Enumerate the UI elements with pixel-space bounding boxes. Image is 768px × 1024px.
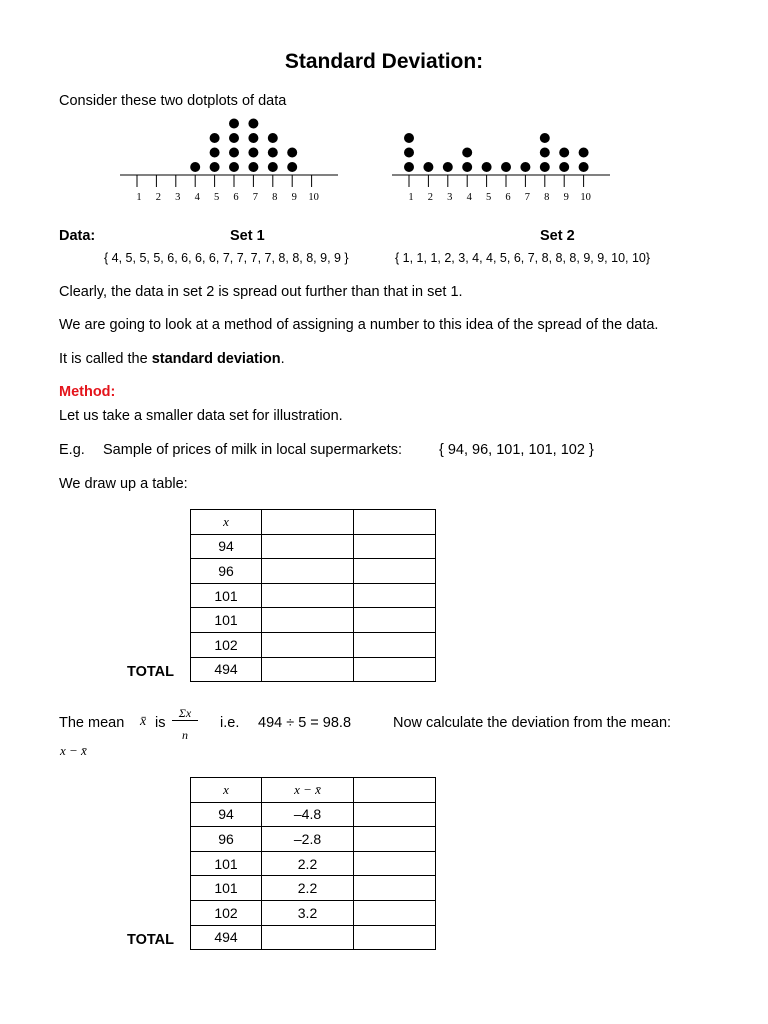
deviation-text: Now calculate the deviation from the mean:: [393, 715, 672, 731]
method-heading: Method:: [59, 384, 116, 400]
tick-label: 4: [194, 192, 200, 203]
dot: [559, 148, 569, 158]
dot: [540, 148, 550, 158]
table-cell: [262, 510, 354, 535]
table-cell: [262, 608, 354, 633]
table2-total-label: TOTAL: [127, 932, 174, 948]
dot: [210, 133, 220, 143]
table-cell: 101: [191, 608, 262, 633]
table-total-row: [191, 925, 436, 950]
set2-label: Set 2: [540, 228, 575, 244]
mean-ie: i.e.: [220, 715, 240, 731]
dot: [404, 133, 414, 143]
table-cell: [354, 900, 436, 925]
table-row: [191, 534, 436, 559]
table-cell: [354, 802, 436, 827]
table-cell: 96: [191, 559, 262, 584]
dot: [579, 162, 589, 172]
dot: [229, 162, 239, 172]
dot: [229, 119, 239, 129]
table-cell: [354, 657, 436, 682]
tick-label: 1: [136, 192, 142, 203]
dot: [229, 133, 239, 143]
tick-label: 6: [233, 192, 239, 203]
table-cell: [354, 510, 436, 535]
tick-label: 7: [524, 192, 531, 203]
table-row: [191, 608, 436, 633]
dot: [248, 148, 258, 158]
table-row: [191, 632, 436, 657]
table-cell: –2.8: [262, 827, 354, 852]
table-cell: 494: [191, 925, 262, 950]
table-row: [191, 827, 436, 852]
table-cell: [262, 632, 354, 657]
table-cell: [354, 876, 436, 901]
table-row: [191, 583, 436, 608]
tick-label: 7: [252, 192, 259, 203]
dot: [210, 148, 220, 158]
method-text: Let us take a smaller data set for illustration.: [59, 408, 343, 424]
table-cell: 96: [191, 827, 262, 852]
dotplot-set1: [110, 115, 350, 210]
table-cell: [354, 608, 436, 633]
tick-label: 9: [563, 192, 569, 203]
table-cell: 102: [191, 900, 262, 925]
term-standard-deviation: standard deviation: [151, 351, 281, 367]
paragraph-called: It is called the standard deviation.: [59, 351, 285, 367]
dot: [268, 162, 278, 172]
table-cell: [262, 657, 354, 682]
table-cell: 2.2: [262, 876, 354, 901]
dot: [559, 162, 569, 172]
table-intro: We draw up a table:: [59, 476, 188, 492]
dot: [423, 162, 433, 172]
dotplot-set2: [382, 115, 622, 210]
table-cell: x: [191, 778, 262, 803]
page-title: Standard Deviation:: [284, 50, 484, 73]
dot: [482, 162, 492, 172]
dot: [462, 148, 472, 158]
dot: [520, 162, 530, 172]
table1-total-label: TOTAL: [127, 664, 174, 680]
mean-numerator: Σx: [172, 706, 198, 721]
table-cell: 101: [191, 876, 262, 901]
table-cell: 94: [191, 802, 262, 827]
table-2: [190, 777, 436, 950]
table-row: [191, 802, 436, 827]
tick-label: 8: [544, 192, 550, 203]
paragraph-method-intro: We are going to look at a method of assigning a number to this idea of the spread of the data.: [59, 317, 659, 333]
mean-symbol: x̄: [140, 714, 147, 729]
tick-label: 6: [505, 192, 511, 203]
tick-label: 5: [485, 192, 492, 203]
table-row: [191, 559, 436, 584]
mean-calculation: 494 ÷ 5 = 98.8: [258, 715, 352, 731]
table-cell: [354, 632, 436, 657]
table-cell: x: [191, 510, 262, 535]
table-header-row: [191, 510, 436, 535]
dot: [287, 148, 297, 158]
paragraph-spread: Clearly, the data in set 2 is spread out further than that in set 1.: [59, 284, 463, 300]
dot: [443, 162, 453, 172]
dot: [248, 162, 258, 172]
dot: [404, 148, 414, 158]
table-cell: [262, 534, 354, 559]
tick-label: 3: [175, 192, 181, 203]
table-cell: 3.2: [262, 900, 354, 925]
table-cell: 94: [191, 534, 262, 559]
table-cell: x − x̄: [262, 778, 354, 803]
table-cell: [262, 583, 354, 608]
dot: [210, 162, 220, 172]
table-cell: 494: [191, 657, 262, 682]
tick-label: 8: [272, 192, 278, 203]
dot: [501, 162, 511, 172]
table-row: [191, 851, 436, 876]
tick-label: 9: [291, 192, 297, 203]
dot: [248, 133, 258, 143]
table-cell: [354, 851, 436, 876]
dot: [268, 148, 278, 158]
table-header-row: [191, 778, 436, 803]
table-cell: 2.2: [262, 851, 354, 876]
table-cell: [354, 778, 436, 803]
tick-label: 1: [408, 192, 414, 203]
dot: [540, 162, 550, 172]
dot: [540, 133, 550, 143]
dot: [287, 162, 297, 172]
data-label: Data:: [59, 228, 96, 244]
dot: [579, 148, 589, 158]
table-cell: [354, 925, 436, 950]
dot: [248, 119, 258, 129]
dot: [190, 162, 200, 172]
set1-values: { 4, 5, 5, 5, 6, 6, 6, 6, 7, 7, 7, 7, 8, 8, 8, 9, 9 }: [104, 251, 349, 265]
tick-label: 2: [427, 192, 434, 203]
example-set: { 94, 96, 101, 101, 102 }: [439, 442, 594, 458]
intro-text: Consider these two dotplots of data: [59, 93, 287, 109]
table-cell: [262, 559, 354, 584]
tick-label: 5: [213, 192, 220, 203]
table-cell: –4.8: [262, 802, 354, 827]
table-cell: [354, 534, 436, 559]
example-prefix: E.g.: [59, 442, 85, 458]
dot: [229, 148, 239, 158]
table-cell: 101: [191, 851, 262, 876]
set1-label: Set 1: [230, 228, 265, 244]
tick-label: 10: [580, 192, 591, 203]
table-1: [190, 509, 436, 682]
table-total-row: [191, 657, 436, 682]
table-cell: 102: [191, 632, 262, 657]
dot: [462, 162, 472, 172]
table-row: [191, 876, 436, 901]
table-cell: [354, 827, 436, 852]
table-cell: [262, 925, 354, 950]
table-cell: [354, 583, 436, 608]
mean-denominator: n: [182, 728, 188, 742]
example-text: Sample of prices of milk in local supermarkets:: [103, 442, 402, 458]
tick-label: 4: [466, 192, 472, 203]
table-cell: 101: [191, 583, 262, 608]
table-row: [191, 900, 436, 925]
set2-values: { 1, 1, 1, 2, 3, 4, 4, 5, 6, 7, 8, 8, 8, 9, 9, 10, 10}: [395, 251, 651, 265]
tick-label: 3: [447, 192, 453, 203]
tick-label: 2: [155, 192, 162, 203]
dot: [404, 162, 414, 172]
deviation-expression: x − x̄: [60, 743, 87, 758]
table-cell: [354, 559, 436, 584]
mean-is: is: [155, 715, 166, 731]
tick-label: 10: [308, 192, 319, 203]
mean-text: The mean: [59, 715, 125, 731]
dot: [268, 133, 278, 143]
